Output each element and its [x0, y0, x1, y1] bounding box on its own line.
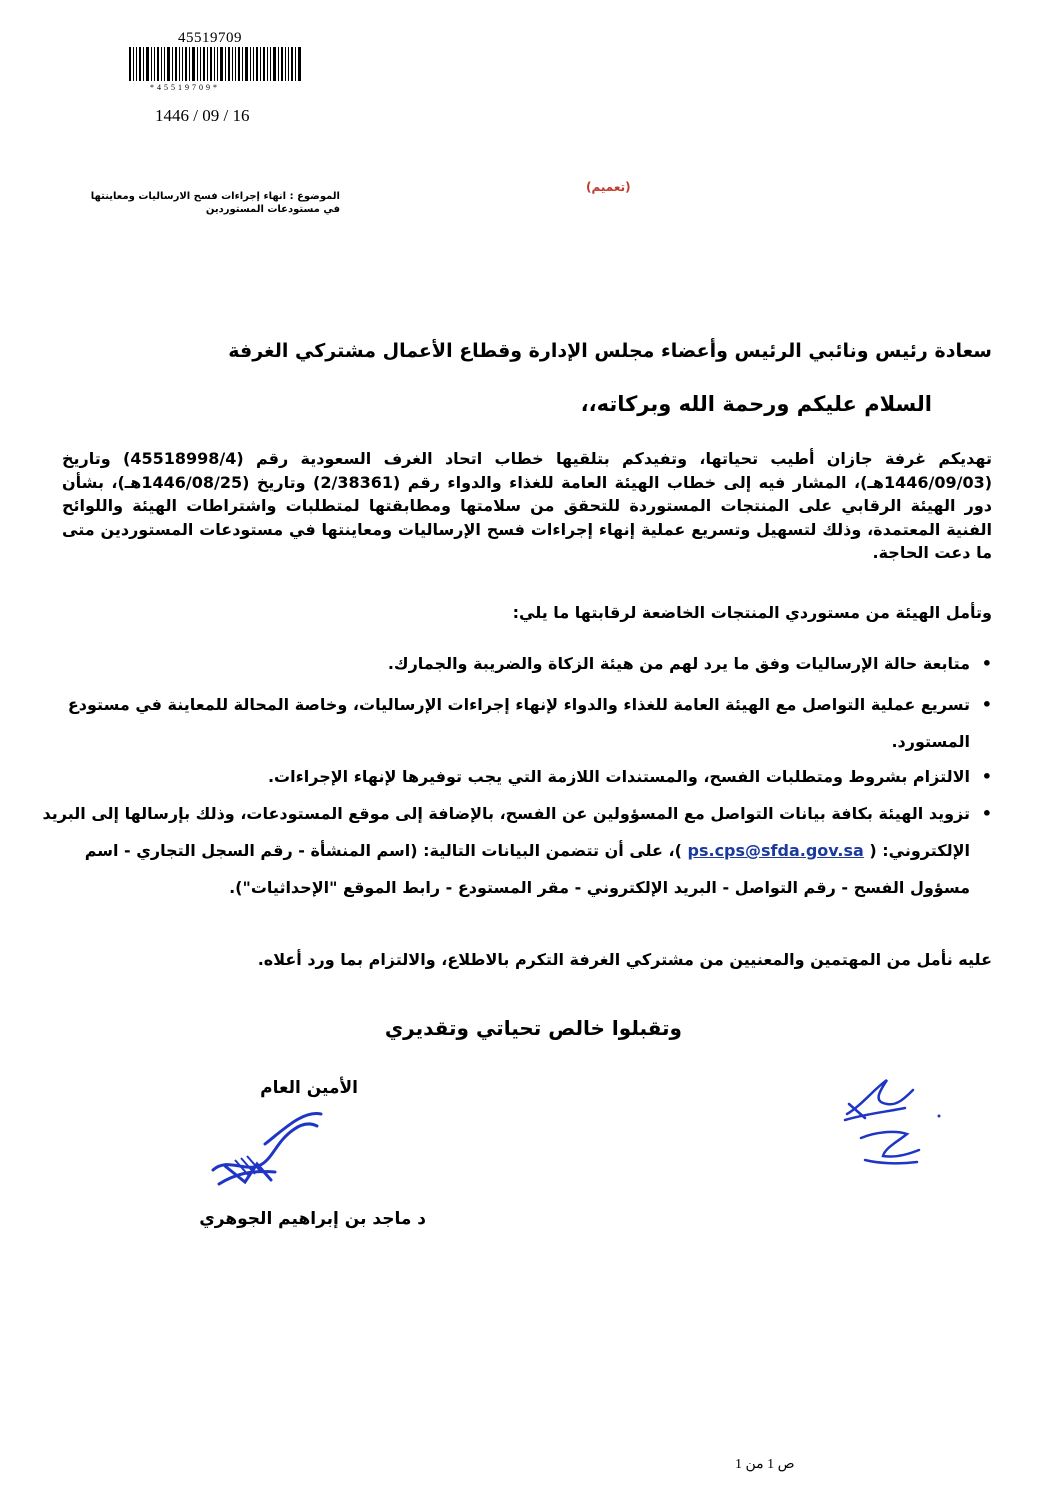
initials-scribble [835, 1068, 950, 1178]
signature-scribble [205, 1100, 325, 1195]
regards-line: وتقبلوا خالص تحياتي وتقديري [384, 1016, 682, 1040]
intro-paragraph: تهديكم غرفة جازان أطيب تحياتها، وتفيدكم بتلقيها خطاب اتحاد الغرف السعودية رقم (45518998/4) وتاريخ (1446/09/03هـ)، المشار فيه إلى خطاب الهيئة العامة للغذاء والدواء رقم (2/38361) وتاريخ (1446/08/25هـ)، بشأن دور الهيئة الرقابي على المنتجات المستوردة للتحقق من سلامتها ومطابقتها لمتطلبات واشتراطات الهيئة واللوائح الفنية المعتمدة، وذلك لتسهيل وتسريع عملية إنهاء إجراءات فسح الإرساليات ومعاينتها في مستودعات المستوردين متى ما دعت الحاجة. [62, 449, 993, 562]
closing-request: عليه نأمل من المهتمين والمعنيين من مشتركي الغرفة التكرم بالاطلاع، والالتزام بما ورد أعلاه. [257, 950, 992, 969]
greeting: السلام عليكم ورحمة الله وبركاته،، [580, 392, 932, 416]
letter-date: 1446 / 09 / 16 [155, 106, 250, 125]
request-list [40, 650, 992, 906]
addressee: سعادة رئيس ونائبي الرئيس وأعضاء مجلس الإدارة وقطاع الأعمال مشتركي الغرفة [228, 340, 992, 362]
subject-line: الموضوع : انهاء إجراءات فسح الارساليات ومعاينتها في مستودعات المستوردين [90, 191, 340, 215]
bullet-4-text-after: )، على أن تتضمن البيانات التالية: (اسم المنشأة - رقم السجل التجاري - اسم مسؤول الفسح - رقم التواصل - البريد الإلكتروني - مقر المستودع - رابط الموقع "الإحداثيات"). [84, 841, 970, 897]
request-intro: وتأمل الهيئة من مستوردي المنتجات الخاضعة لرقابتها ما يلي: [512, 603, 992, 622]
barcode-caption: *45519709* [150, 83, 220, 92]
bullet-4-text-before: تزويد الهيئة بكافة بيانات التواصل مع المسؤولين عن الفسح، بالإضافة إلى موقع المستودعات، وذلك بإرسالها إلى البريد الإلكتروني: ( [42, 804, 970, 860]
email-link[interactable]: ps.cps@sfda.gov.sa [687, 841, 864, 860]
page-indicator: ص 1 من 1 [735, 1457, 795, 1472]
signer-name: د ماجد بن إبراهيم الجوهري [199, 1209, 426, 1229]
barcode [129, 47, 301, 81]
list-item: • تسريع عملية التواصل مع الهيئة العامة للغذاء والدواء لإنهاء إجراءات الإرساليات، وخاصة المحالة للمعاينة في مستودع المستورد. [40, 686, 970, 760]
list-item: • متابعة حالة الإرساليات وفق ما يرد لهم من هيئة الزكاة والضريبة والجمارك. [40, 650, 970, 678]
barcode-number: 45519709 [178, 30, 242, 46]
signer-title: الأمين العام [260, 1078, 358, 1098]
list-item [40, 795, 970, 906]
list-item: • الالتزام بشروط ومتطلبات الفسح، والمستندات اللازمة التي يجب توفيرها لإنهاء الإجراءات. [40, 763, 970, 791]
circular-label: (تعميم) [586, 180, 631, 194]
